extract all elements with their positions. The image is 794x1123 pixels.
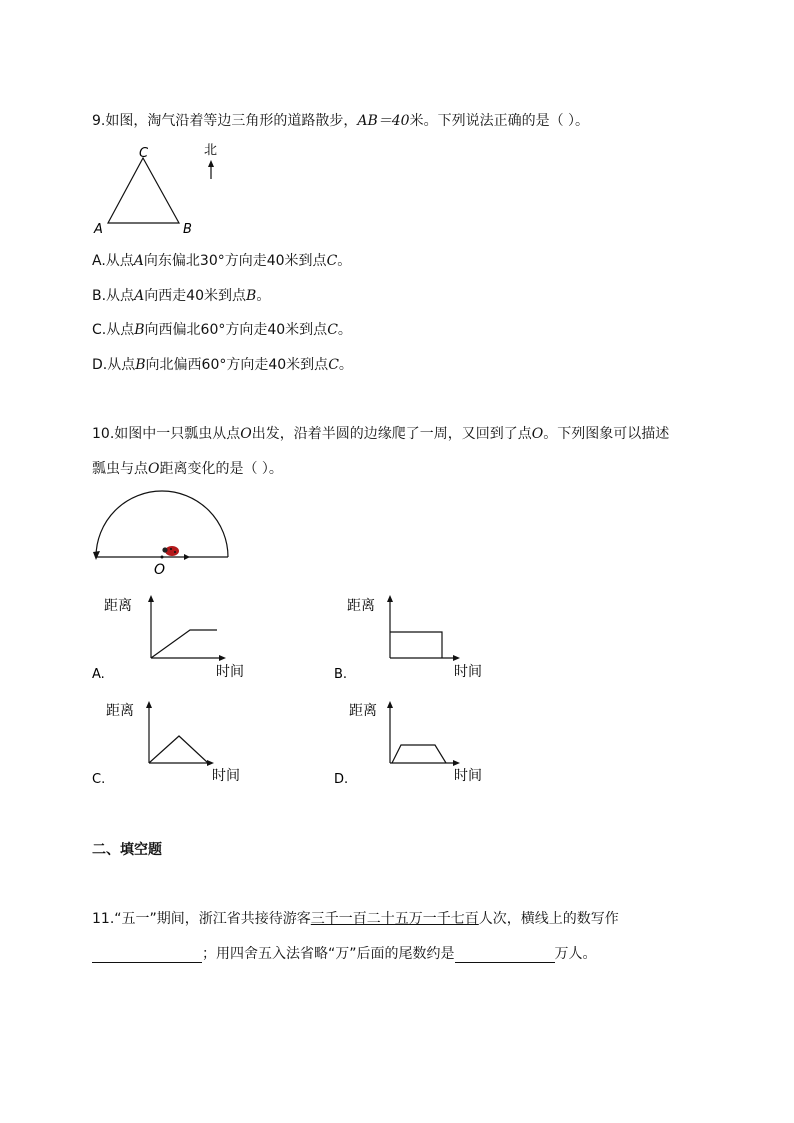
q9-stem: 9.如图，淘气沿着等边三角形的道路散步，AB＝40米。下列说法正确的是（ ）。 [92, 113, 590, 129]
graph-c-ylabel: 距离 [106, 703, 134, 719]
graph-b-curve [390, 632, 442, 658]
start-arrowhead-icon [184, 554, 190, 560]
semicircle-arc [96, 491, 228, 557]
graph-b [334, 594, 504, 694]
graph-a-ylabel: 距离 [104, 598, 132, 614]
graph-a [92, 594, 252, 694]
graph-c-curve [149, 736, 208, 763]
graph-d-y-arrow-icon [387, 701, 393, 708]
north-label: 北 [204, 143, 218, 158]
graph-d-xlabel: 时间 [454, 768, 482, 784]
graph-c-x-arrow-icon [207, 760, 214, 766]
graph-c-letter: C. [92, 772, 106, 787]
graph-d-curve [392, 745, 446, 763]
graph-b-xlabel: 时间 [454, 664, 482, 680]
graph-a-curve [151, 630, 217, 658]
answer-blank-1[interactable] [92, 948, 202, 963]
q9-triangle-figure [90, 140, 330, 240]
graph-c [92, 698, 252, 798]
graph-a-y-arrow-icon [148, 595, 154, 602]
graph-d-x-arrow-icon [453, 760, 460, 766]
graph-b-ylabel: 距离 [347, 598, 375, 614]
graph-d-letter: D. [334, 772, 349, 787]
q9-option-b: B.从点A向西走40米到点B。 [92, 288, 271, 304]
q11-line2: ；用四舍五入法省略“万”后面的尾数约是 万人。 [92, 943, 597, 963]
semicircle-figure [88, 490, 248, 580]
graph-b-letter: B. [334, 667, 348, 682]
q9-option-d: D.从点B向北偏西60°方向走40米到点C。 [92, 357, 353, 373]
graph-a-x-arrow-icon [219, 655, 226, 661]
arc-arrowhead-icon [93, 551, 100, 560]
point-o-label: O [154, 562, 166, 578]
q11-underlined-number: 三千一百二十五万一千七百 [310, 911, 479, 927]
answer-blank-2[interactable] [455, 948, 555, 963]
point-o-dot [161, 556, 164, 559]
q10-stem-line1: 10.如图中一只瓢虫从点O出发，沿着半圆的边缘爬了一周，又回到了点O。下列图象可以描述 [92, 426, 670, 442]
q9-math: AB＝40 [357, 113, 410, 129]
vertex-a-label: A [94, 222, 103, 237]
graph-a-xlabel: 时间 [216, 664, 244, 680]
graph-d [334, 698, 504, 798]
vertex-b-label: B [183, 222, 192, 237]
graph-d-ylabel: 距离 [349, 703, 377, 719]
graph-c-xlabel: 时间 [212, 768, 240, 784]
equilateral-triangle [108, 158, 179, 223]
section-heading: 二、填空题 [92, 842, 162, 858]
north-arrowhead-icon [208, 160, 214, 167]
q11-line1: 11.“五一”期间，浙江省共接待游客三千一百二十五万一千七百人次，横线上的数写作 [92, 911, 619, 927]
graph-b-x-arrow-icon [453, 655, 460, 661]
graph-c-y-arrow-icon [146, 701, 152, 708]
graph-b-y-arrow-icon [387, 595, 393, 602]
q9-option-c: C.从点B向西偏北60°方向走40米到点C。 [92, 322, 352, 338]
q9-option-a: A.从点A向东偏北30°方向走40米到点C。 [92, 253, 352, 269]
graph-a-letter: A. [92, 667, 105, 682]
ladybug-icon [162, 546, 179, 556]
vertex-c-label: C [139, 146, 149, 161]
q10-stem-line2: 瓢虫与点O距离变化的是（ ）。 [92, 461, 283, 477]
